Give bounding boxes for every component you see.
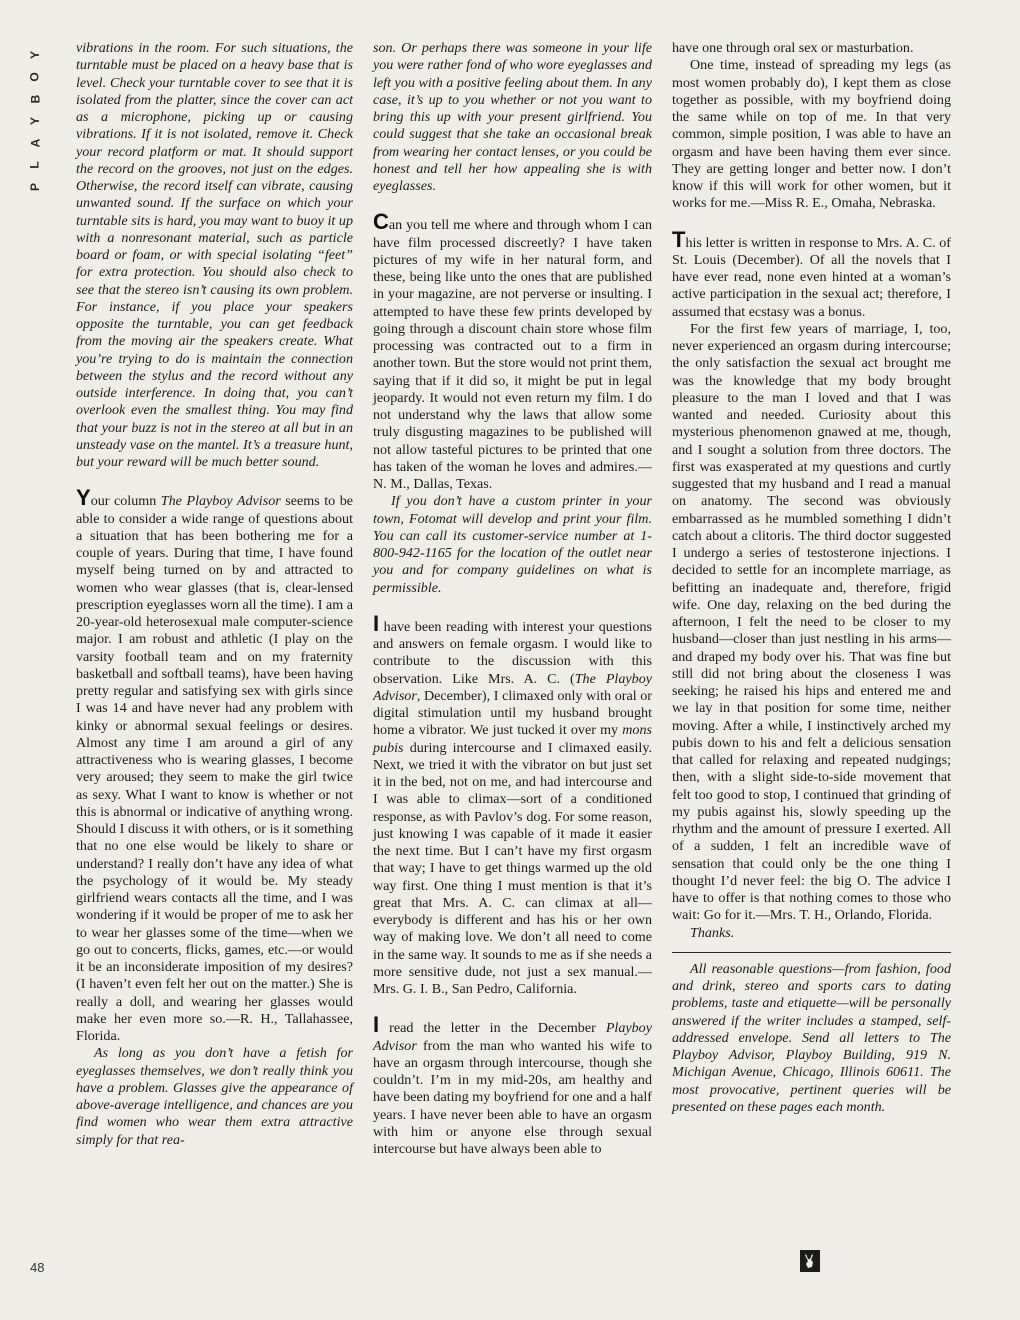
rabbit-logo-icon (800, 1250, 820, 1272)
reply-paragraph: Thanks. (690, 924, 735, 941)
letter-paragraph: have one through oral sex or masturbation. (672, 40, 914, 56)
letter-paragraph: This letter is written in response to Mrs. A. C. of St. Louis (December). Of all the novels that I have ever read, none even hinted at a woman’s active participation in the sexual act; therefore, I assumed that ecstasy was a bonus. (672, 226, 951, 320)
title-letter: Y (27, 50, 42, 60)
letter-paragraph: Your column The Playboy Advisor seems to be able to consider a wide range of questions about a situation that has been bothering me for a couple of years. During that time, I have found myself being turned on by and attracted to women who wear glasses (that is, clear-lensed prescription eyeglasses worn all the time). I am a 20-year-old heterosexual male computer-science major. I am robust and athletic (I play on the varsity football team and on my fraternity basketball and softball teams), have been having pretty regular and satisfying sex with girls since I was 14 and have never had any problem with kinky or abnormal sexual feelings or desires. Almost any time I am around a girl of any attractiveness who is wearing glasses, I become very aroused; they seem to make the girl twice as sexy. What I want to know is whether or not this is abnormal or indicative of anything wrong. Should I discuss it with others, or is it something that no one else would be likely to share or understand? I really don’t have any idea of what the psychology of it would be. My steady girlfriend wears contacts all the time, and I was wondering if it would be proper of me to ask her to wear her glasses some of the time—when we go out to concerts, flicks, games, etc.—or would it be an inconsiderate imposition of my desires? (I haven’t even felt her out on the matter.) She is really a doll, and wearing her glasses would make her even more so.—R. H., Tallahassee, Florida. (76, 485, 354, 1044)
letter-paragraph: I read the letter in the December Playboy Advisor from the man who wanted his wife to have an orgasm through intercourse, though she couldn’t. I’m in my mid-20s, am healthy and have been dating my boyfriend for one and a half years. I have never been able to have an orgasm with him or anyone else through sexual intercourse but have always been able to (373, 1012, 652, 1157)
letter-paragraph: One time, instead of spreading my legs (as most women probably do), I kept them as close together as possible, with my boyfriend doing the same while on top of me. In that very common, simple position, I was able to have an orgasm and have been having them ever since. They are getting longer and better now. I don’t know if this will work for other women, but it works for me.—Miss R. E., Omaha, Nebraska. (672, 57, 951, 212)
title-letter: B (27, 94, 42, 104)
title-letter: L (28, 161, 42, 169)
reply-paragraph: If you don’t have a custom printer in your town, Fotomat will develop and print your film. You can call its customer-service number at 1-800-942-1165 for the location of the outlet near you and for company guidelines on what is permissible. (373, 493, 652, 596)
page-number: 48 (30, 1260, 45, 1275)
letter-paragraph: For the first few years of marriage, I, too, never experienced an orgasm during intercourse; the only satisfaction the sexual act brought me was the knowledge that my body brought pleasure to the man I loved and that I was wanted and needed. Curiosity about this mysterious phenomenon gnawed at me, though, and I sought a solution from three doctors. The first was exasperated at my questions and curtly suggested that my husband and I read a manual on anatomy. The second was obviously embarrassed as he mumbled something I didn’t catch about a clitoris. The third doctor suggested I undergo a series of testosterone injections. I decided to settle for an incomplete marriage, as befitting an inadequate and, therefore, frigid wife. One day, relaxing on the bed during the afternoon, I felt the need to be closer to my husband—closer than just nestling in his arms—and draped my body over his. That was fine but still did not bring about the closeness I was seeking; he raised his hips and entered me and we lay in that position for some time, neither moving. After a while, I instinctively arched my pubis down to his and felt a delicious sensation that called for relaxing and repeated nudgings; then, with a slight side-to-side movement that felt too good to stop, I continued that grinding of my pubis against his, slowly speeding up the rhythm and the amount of pressure I exerted. All of a sudden, I felt an incredible wave of sensation that could only be the one thing I thought I’d never feel: the big O. The advice I have to offer is that nothing comes to those who wait: Go for it.—Mrs. T. H., Orlando, Florida. (672, 320, 951, 924)
drop-cap: I (373, 610, 380, 636)
column-1 (76, 40, 353, 1149)
divider (672, 952, 951, 953)
drop-cap: T (672, 226, 686, 252)
reply-paragraph: As long as you don’t have a fetish for eyeglasses themselves, we don’t really think you have a problem. Glasses give the appearance of above-average intelligence, and chances are you find women who wear them extra attractive simply for that rea- (76, 1045, 353, 1148)
drop-cap: Y (76, 485, 91, 511)
drop-cap: I (373, 1012, 380, 1038)
letter-paragraph: I have been reading with interest your questions and answers on female orgasm. I would like to contribute to the discussion with this observation. Like Mrs. A. C. (The Playboy Advisor, December), I climaxed only with oral or digital stimulation until my husband brought home a vibrator. We just tucked it over my mons pubis during intercourse and I climaxed easily. Next, we tried it with the vibrator on but just set it in the bed, not on me, and had intercourse and I was able to climax—sort of a conditioned response, as with Pavlov’s dog. For some reason, just knowing I was capable of it made it easier the next time. But I can’t have my first orgasm that way; I have to get things warmed up the old way first. One thing I must mention is that it’s great that Mrs. A. C. can climax at all—everybody is different and has his or her own way of making love. We don’t all need to come in the same way. It sounds to me as if she needs a more sensitive dude, not just a sex manual.—Mrs. G. I. B., San Pedro, California. (373, 610, 653, 997)
title-letter: A (27, 138, 42, 148)
title-letter: P (27, 182, 42, 192)
title-letter: O (28, 72, 42, 82)
title-letter: Y (27, 116, 42, 126)
column-2 (373, 40, 652, 1158)
reply-paragraph: vibrations in the room. For such situations, the turntable must be placed on a heavy base that is level. Check your turntable cover to see that it is isolated from the platter, since the cover can act as a microphone, picking up or causing vibrations. If it is not isolated, remove it. Check your record platform or mat. It should support the record on the grooves, not just on the edges. Otherwise, the record itself can vibrate, causing unwanted sound. If the surface on which your turntable sits is hard, you may want to buoy it up with a nonresonant material, such as particle board or foam, or with special isolating “feet” for extra protection. You should also check to see that the stereo isn’t causing its own problem. For instance, if you place your speakers opposite the turntable, you can get feedback from the moving air the speakers create. What you’re trying to do is maintain the connection between the stylus and the record without any outside interference. In doing that, you can’t overlook even the smallest thing. You may find that your buzz is not in the stereo at all but in an unsteady vase on the mantel. It’s a treasure hunt, but your reward will be much better sound. (76, 40, 353, 470)
magazine-title-vertical (24, 44, 46, 198)
footer-note: All reasonable questions—from fashion, food and drink, stereo and sports cars to dating problems, taste and etiquette—will be personally answered if the writer includes a stamped, self-addressed envelope. Send all letters to The Playboy Advisor, Playboy Building, 919 N. Michigan Avenue, Chicago, Illinois 60611. The most provocative, pertinent queries will be presented on these pages each month. (672, 960, 951, 1115)
reply-paragraph: son. Or perhaps there was someone in your life you were rather fond of who wore eyeglasses and left you with a positive feeling about them. In any case, it’s up to you whether or not you want to bring this up with your present girlfriend. You could suggest that she take an occasional break from wearing her contact lenses, or you could be honest and tell her how appealing she is with eyeglasses. (373, 40, 652, 194)
drop-cap: C (373, 209, 389, 235)
letter-paragraph: Can you tell me where and through whom I can have film processed discreetly? I have taken pictures of my wife in her natural form, and these, being like unto the ones that are published in your magazine, are not perverse or insulting. I attempted to have these few prints developed by going through a discount chain store whose film processing was contracted out to a firm in another town. But the store would not print them, saying that if it did so, it might be put in legal jeopardy. It would not even return my film. I do not understand why the laws that allow some truly disgusting magazines to be published will not allow tasteful pictures to be printed that one has taken of the woman he loves and admires.—N. M., Dallas, Texas. (373, 209, 652, 492)
column-3 (672, 40, 951, 1116)
